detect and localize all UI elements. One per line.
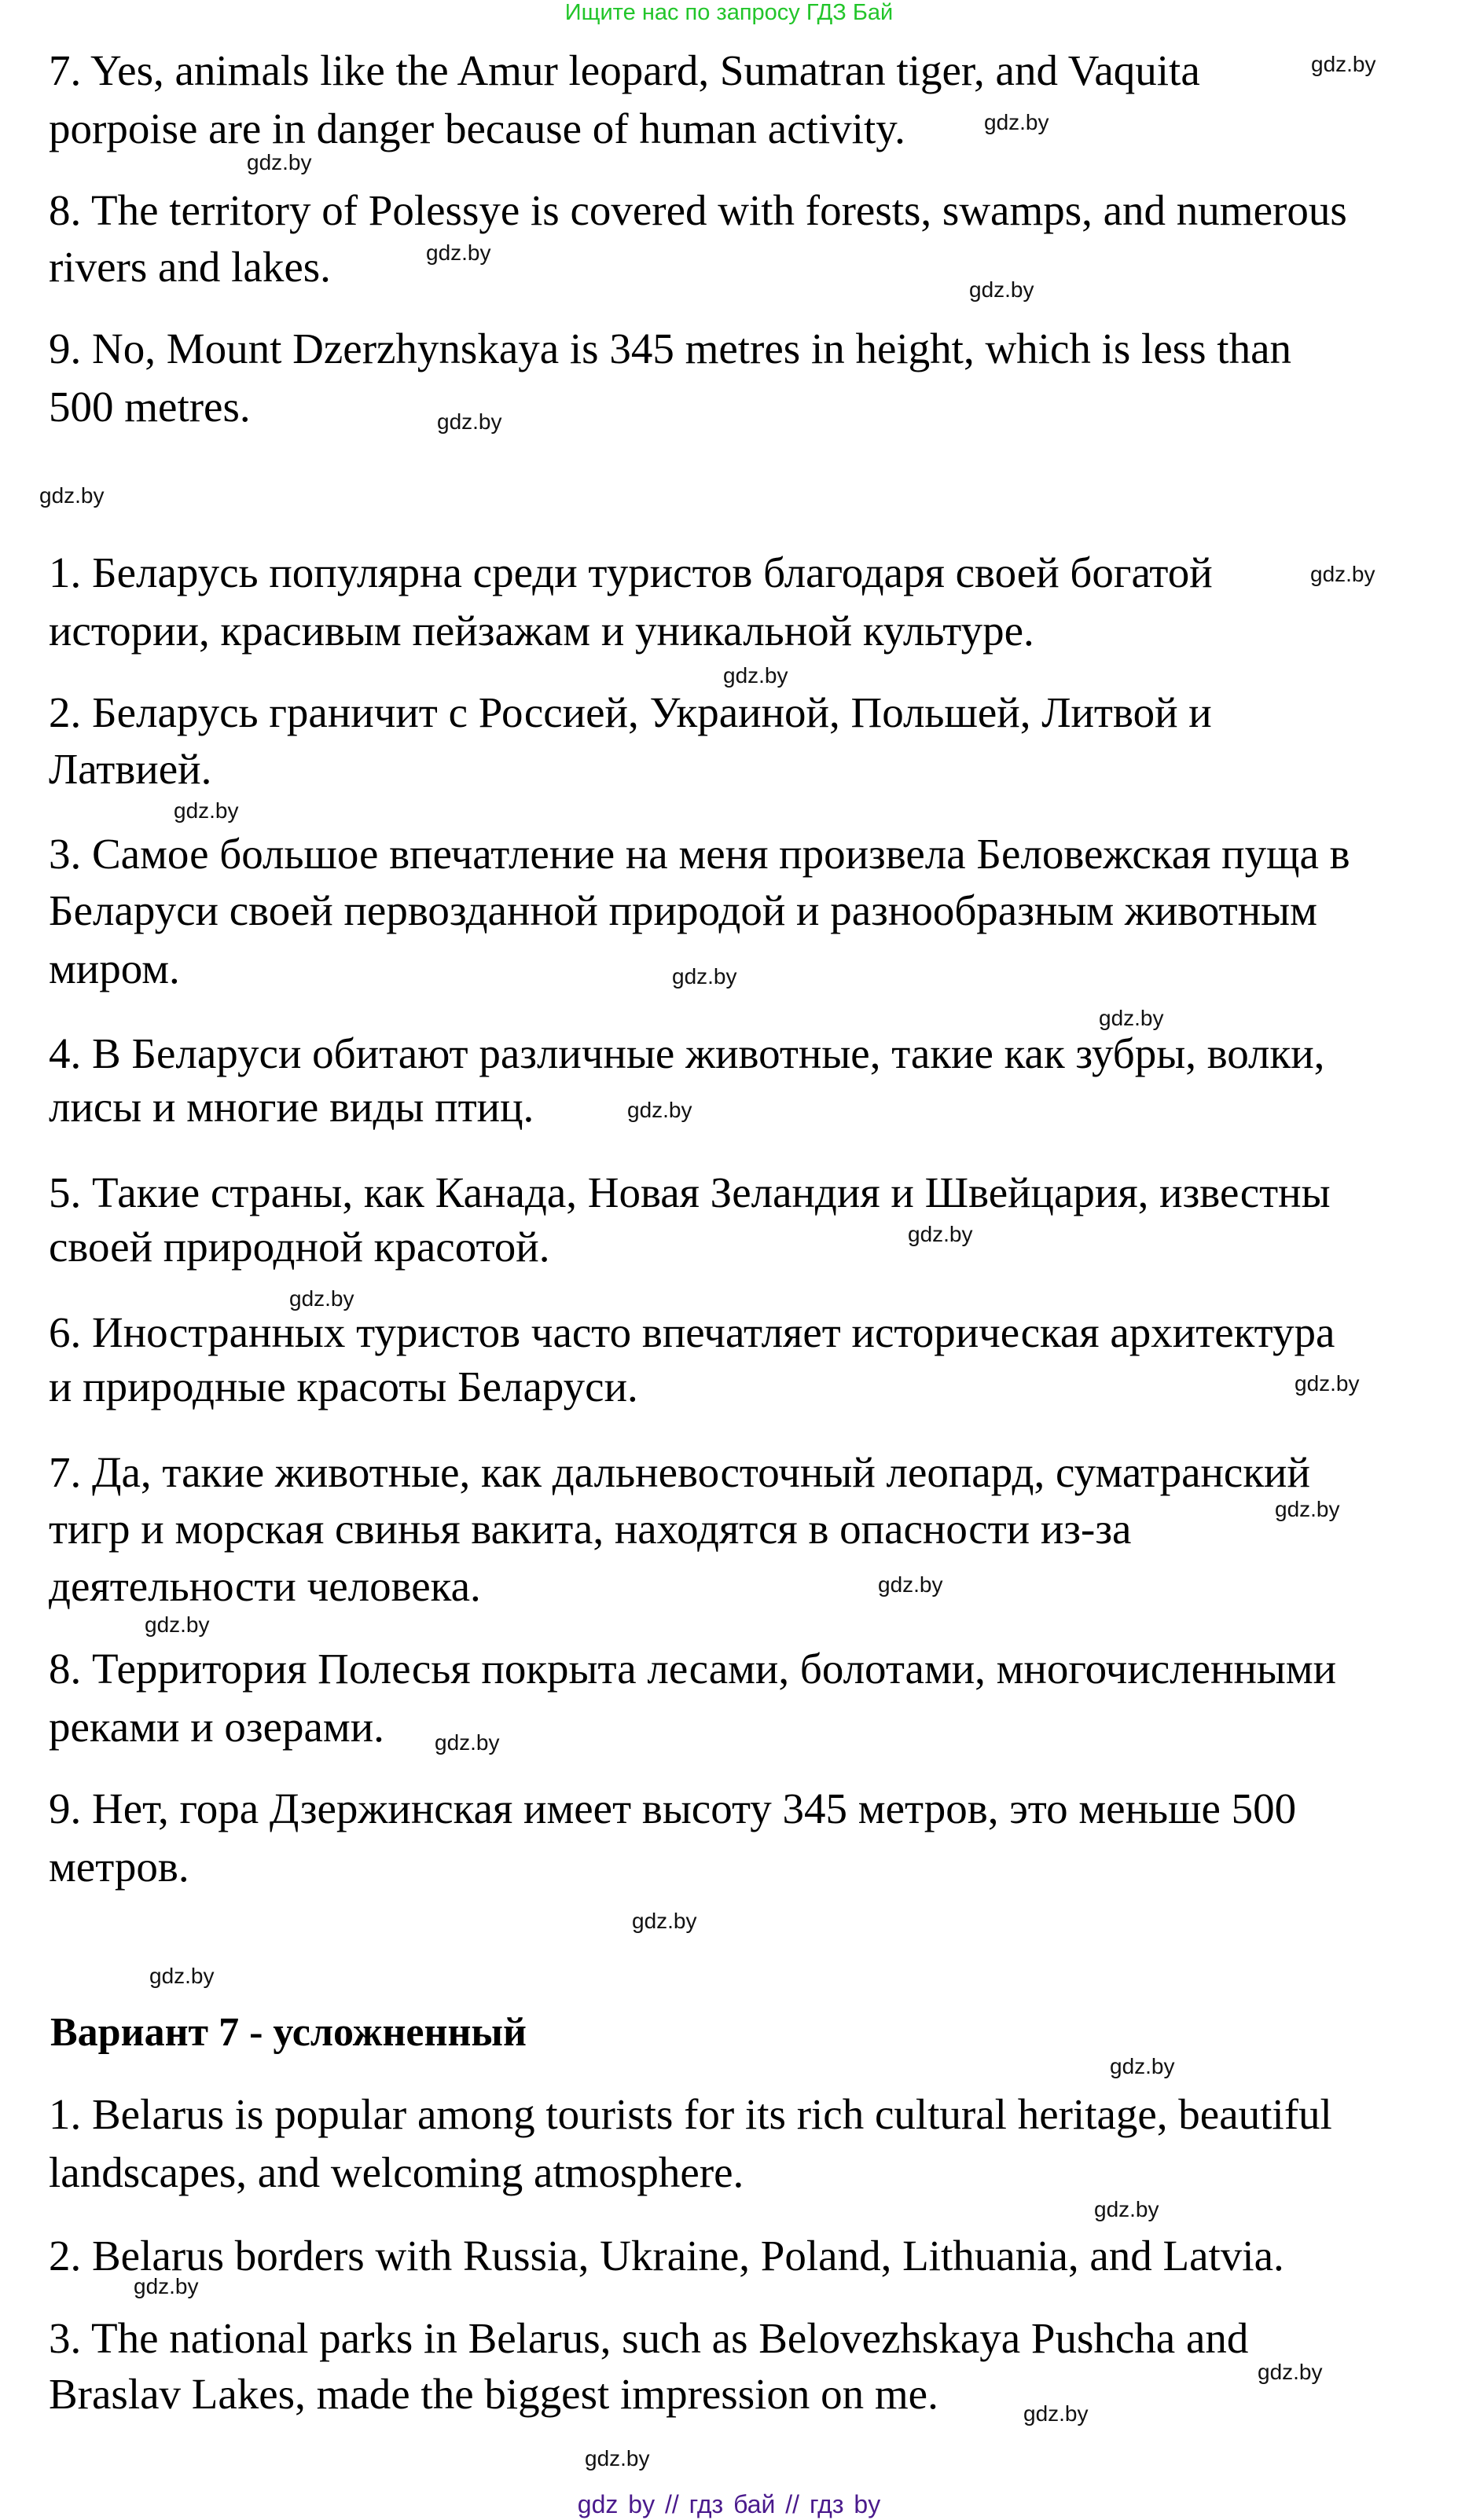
watermark: gdz.by — [969, 277, 1034, 302]
watermark: gdz.by — [435, 1730, 500, 1755]
answer-en-8-line-1: 8. The territory of Polessye is covered with forests, swamps, and numerous — [49, 186, 1347, 234]
answer-ru-3-line-2: Беларуси своей первозданной природой и разнообразным животным — [49, 886, 1317, 934]
answer-en-7-line-2: porpoise are in danger because of human activity. — [49, 105, 905, 152]
answer-ru-7-line-3: деятельности человека. — [49, 1562, 481, 1610]
watermark: gdz.by — [1094, 2197, 1159, 2221]
watermark: gdz.by — [1258, 2360, 1323, 2384]
answer-en-9-line-1: 9. No, Mount Dzerzhynskaya is 345 metres in height, which is less than — [49, 325, 1291, 372]
answer-ru-6-line-1: 6. Иностранных туристов часто впечатляет историческая архитектура — [49, 1308, 1335, 1356]
answer-en2-2-line-1: 2. Belarus borders with Russia, Ukraine, Poland, Lithuania, and Latvia. — [49, 2232, 1284, 2280]
watermark: gdz.by — [149, 1964, 215, 1988]
variant-heading: Вариант 7 - усложненный — [50, 2010, 527, 2055]
watermark: gdz.by — [1311, 52, 1376, 76]
watermark: gdz.by — [289, 1286, 354, 1311]
watermark: gdz.by — [1023, 2401, 1089, 2426]
watermark: gdz.by — [908, 1222, 973, 1246]
watermark: gdz.by — [437, 409, 502, 434]
answer-en2-1-line-2: landscapes, and welcoming atmosphere. — [49, 2148, 744, 2196]
watermark: gdz.by — [145, 1612, 210, 1637]
watermark: gdz.by — [585, 2446, 650, 2470]
answer-en2-3-line-1: 3. The national parks in Belarus, such as Belovezhskaya Pushcha and — [49, 2314, 1249, 2362]
answer-ru-5-line-1: 5. Такие страны, как Канада, Новая Зеландия и Швейцария, известны — [49, 1168, 1331, 1216]
watermark: gdz.by — [1275, 1497, 1340, 1521]
watermark: gdz.by — [723, 663, 788, 688]
answer-ru-3-line-3: миром. — [49, 945, 180, 992]
answer-en2-3-line-2: Braslav Lakes, made the biggest impression on me. — [49, 2370, 938, 2418]
answer-ru-4-line-2: лисы и многие виды птиц. — [49, 1083, 534, 1131]
watermark: gdz.by — [878, 1572, 943, 1597]
watermark: gdz.by — [247, 150, 312, 174]
watermark: gdz.by — [627, 1098, 692, 1122]
answer-ru-1-line-2: истории, красивым пейзажам и уникальной культуре. — [49, 607, 1034, 655]
answer-ru-7-line-1: 7. Да, такие животные, как дальневосточный леопард, суматранский — [49, 1448, 1310, 1496]
watermark: gdz.by — [1099, 1006, 1164, 1030]
answer-ru-6-line-2: и природные красоты Беларуси. — [49, 1363, 638, 1410]
watermark: gdz.by — [984, 110, 1049, 134]
answer-ru-1-line-1: 1. Беларусь популярна среди туристов благодаря своей богатой — [49, 548, 1213, 596]
answer-en2-1-line-1: 1. Belarus is popular among tourists for its rich cultural heritage, beautiful — [49, 2090, 1332, 2138]
watermark: gdz.by — [1310, 562, 1375, 586]
footer-links: gdz by // гдз бай // гдз by — [577, 2490, 881, 2518]
watermark: gdz.by — [426, 240, 491, 265]
answer-en-9-line-2: 500 metres. — [49, 383, 251, 431]
answer-ru-4-line-1: 4. В Беларуси обитают различные животные, такие как зубры, волки, — [49, 1029, 1325, 1077]
watermark: gdz.by — [134, 2274, 199, 2298]
watermark: gdz.by — [39, 483, 105, 508]
watermark: gdz.by — [1110, 2054, 1175, 2078]
watermark: gdz.by — [632, 1909, 697, 1933]
watermark: gdz.by — [1295, 1371, 1360, 1396]
watermark: gdz.by — [174, 798, 239, 823]
answer-en-8-line-2: rivers and lakes. — [49, 243, 331, 291]
answer-ru-9-line-1: 9. Нет, гора Дзержинская имеет высоту 345 метров, это меньше 500 — [49, 1785, 1297, 1832]
answer-ru-2-line-1: 2. Беларусь граничит с Россией, Украиной, Польшей, Литвой и — [49, 688, 1212, 736]
answer-ru-8-line-1: 8. Территория Полесья покрыта лесами, болотами, многочисленными — [49, 1645, 1337, 1693]
answer-ru-5-line-2: своей природной красотой. — [49, 1223, 550, 1271]
answer-ru-2-line-2: Латвией. — [49, 745, 212, 793]
search-banner: Ищите нас по запросу ГДЗ Бай — [564, 0, 894, 25]
answer-ru-8-line-2: реками и озерами. — [49, 1703, 384, 1751]
answer-ru-7-line-2: тигр и морская свинья вакита, находятся в опасности из-за — [49, 1505, 1132, 1553]
watermark: gdz.by — [672, 964, 737, 989]
answer-en-7-line-1: 7. Yes, animals like the Amur leopard, Sumatran tiger, and Vaquita — [49, 46, 1200, 94]
answer-ru-9-line-2: метров. — [49, 1843, 189, 1891]
answer-ru-3-line-1: 3. Самое большое впечатление на меня произвела Беловежская пуща в — [49, 830, 1350, 878]
